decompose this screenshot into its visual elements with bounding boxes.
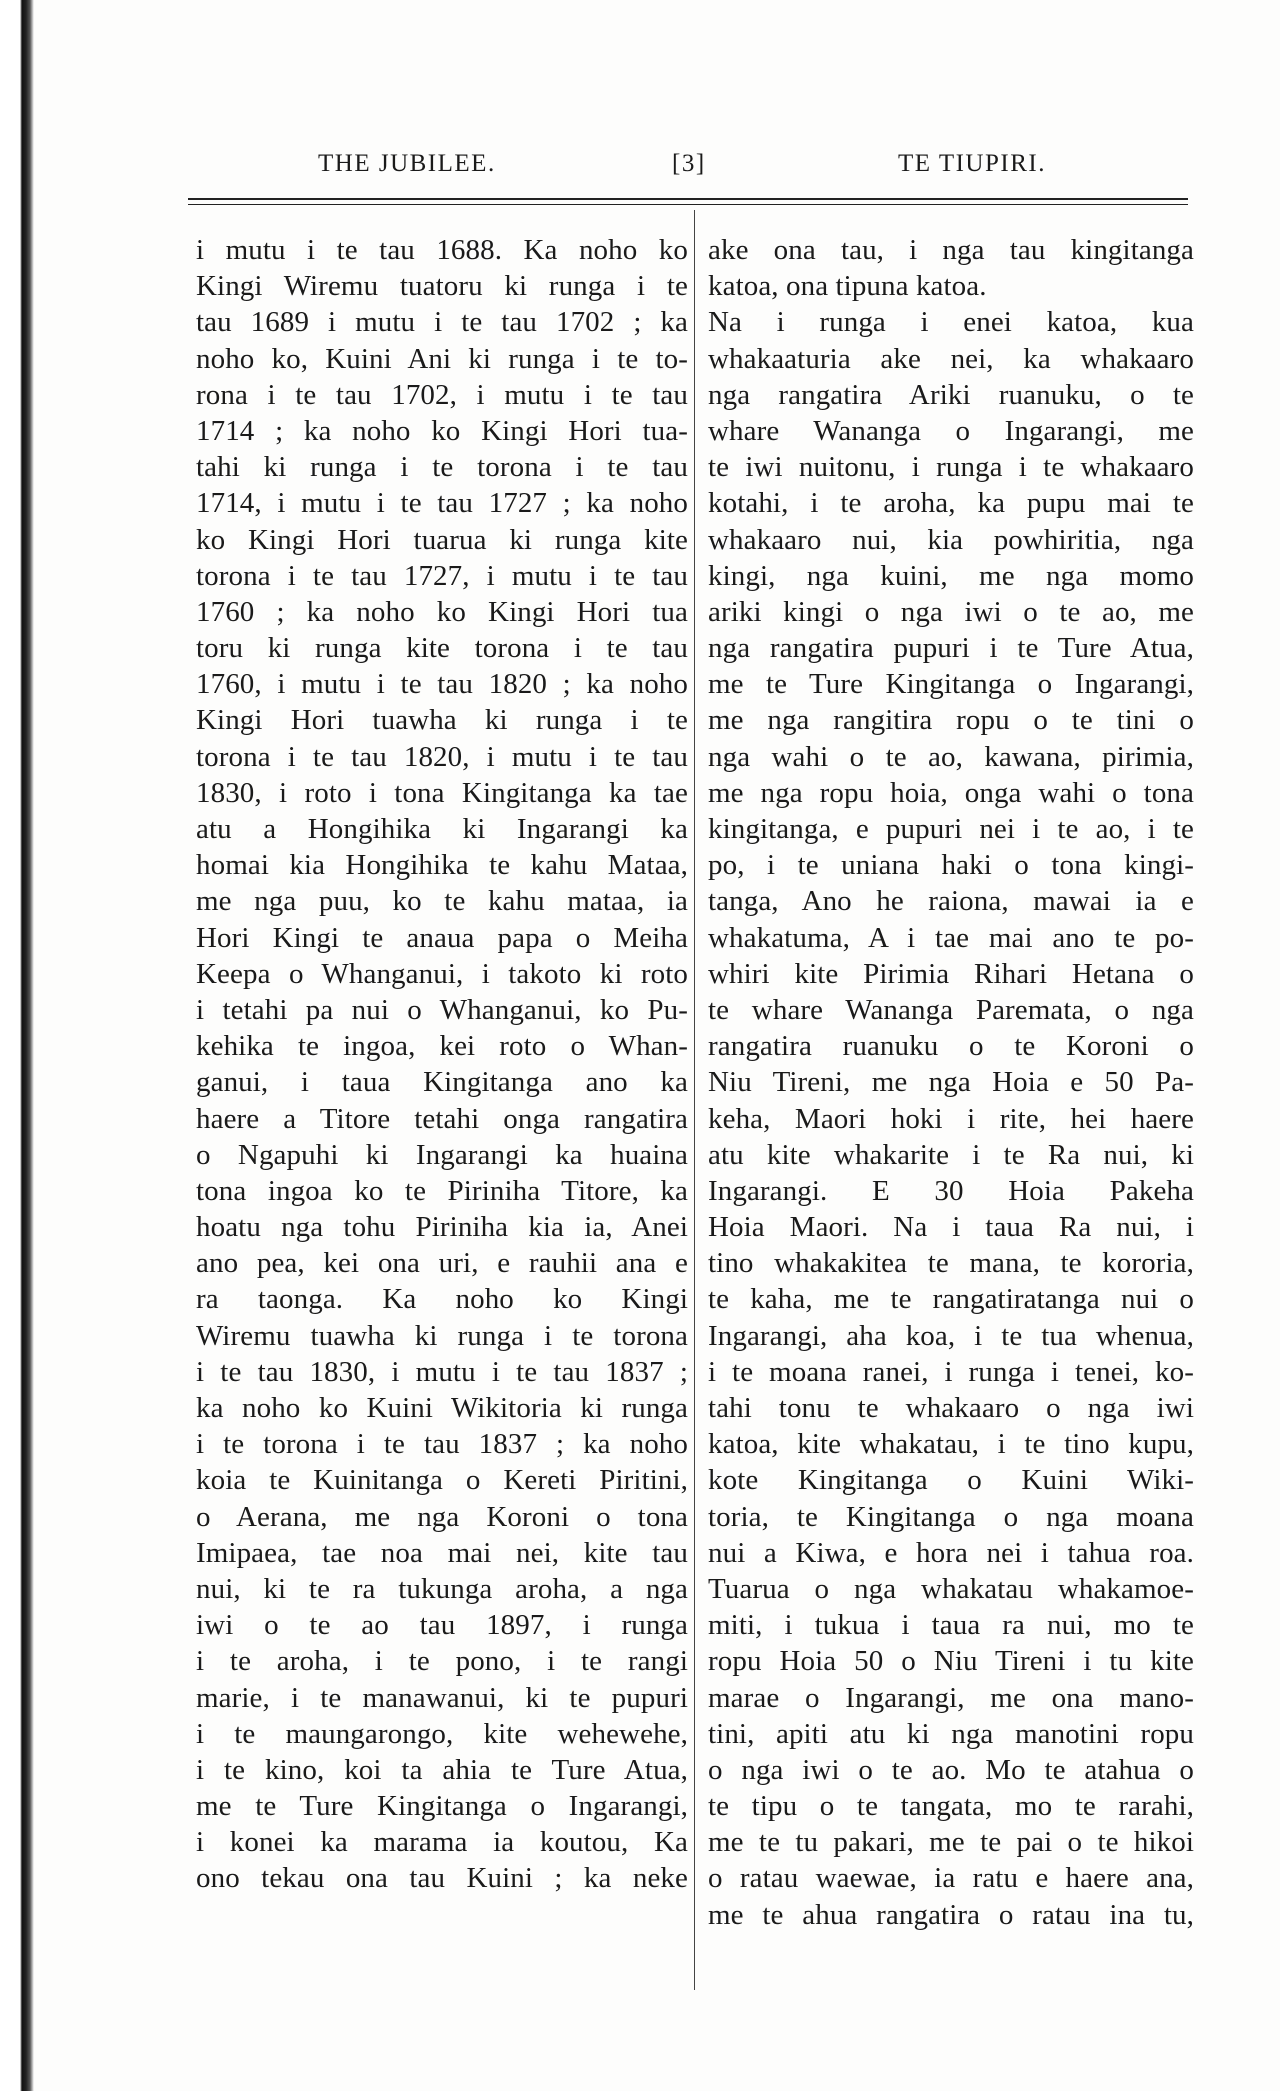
text-line: atu kite whakarite i te Ra nui, ki [708, 1138, 1194, 1171]
text-line: o ratau waewae, ia ratu e haere ana, [708, 1862, 1194, 1895]
text-line: Hori Kingi te anaua papa o Meiha [196, 921, 688, 954]
header-rule-thick [188, 198, 1188, 200]
text-line: toru ki runga kite torona i te tau [196, 632, 688, 665]
text-line: kingi, nga kuini, me nga momo [708, 559, 1194, 592]
header-title-maori: TE TIUPIRI. [898, 150, 1046, 177]
text-line: i te tau 1830, i mutu i te tau 1837 ; [196, 1355, 688, 1388]
text-line: ko Kingi Hori tuarua ki runga kite [196, 523, 688, 556]
text-line: me te ahua rangatira o ratau ina tu, [708, 1898, 1194, 1931]
text-line: miti, i tukua i taua ra nui, mo te [708, 1609, 1194, 1642]
text-line: ka noho ko Kuini Wikitoria ki runga [196, 1392, 688, 1424]
text-line: torona i te tau 1820, i mutu i te tau [196, 740, 688, 773]
text-line: whakaaro nui, kia powhiritia, nga [708, 523, 1194, 556]
text-line: homai kia Hongihika te kahu Mataa, [196, 849, 688, 882]
text-line: i te maungarongo, kite wehewehe, [196, 1717, 688, 1750]
text-line: iwi o te ao tau 1897, i runga [196, 1609, 688, 1642]
text-line: tau 1689 i mutu i te tau 1702 ; ka [196, 306, 688, 339]
text-line: Niu Tireni, me nga Hoia e 50 Pa- [708, 1066, 1194, 1099]
text-line: ono tekau ona tau Kuini ; ka neke [196, 1862, 688, 1895]
text-line: kingitanga, e pupuri nei i te ao, i te [708, 813, 1194, 845]
text-line: Tuarua o nga whakatau whakamoe- [708, 1572, 1194, 1605]
text-line: whakaaturia ake nei, ka whakaaro [708, 342, 1194, 375]
text-line: me nga ropu hoia, onga wahi o tona [708, 776, 1194, 809]
text-line: i konei ka marama ia koutou, Ka [196, 1826, 688, 1859]
text-line: te whare Wananga Paremata, o nga [708, 993, 1194, 1026]
text-line: rangatira ruanuku o te Koroni o [708, 1030, 1194, 1063]
text-line: marie, i te manawanui, ki te pupuri [196, 1681, 688, 1714]
text-line: Keepa o Whanganui, i takoto ki roto [196, 957, 688, 990]
text-line: rona i te tau 1702, i mutu i te tau [196, 378, 688, 411]
text-line: 1760, i mutu i te tau 1820 ; ka noho [196, 668, 688, 701]
text-line: hoatu nga tohu Piriniha kia ia, Anei [196, 1211, 688, 1244]
text-line: tahi ki runga i te torona i te tau [196, 451, 688, 484]
text-line: whare Wananga o Ingarangi, me [708, 414, 1194, 447]
text-line: toria, te Kingitanga o nga moana [708, 1500, 1194, 1533]
text-line: o nga iwi o te ao. Mo te atahua o [708, 1753, 1194, 1786]
text-line: ra taonga. Ka noho ko Kingi [196, 1283, 688, 1316]
text-line: o Ngapuhi ki Ingarangi ka huaina [196, 1138, 688, 1171]
text-line: koia te Kuinitanga o Kereti Piritini, [196, 1464, 688, 1497]
text-line: nga wahi o te ao, kawana, pirimia, [708, 740, 1194, 773]
text-line: kehika te ingoa, kei roto o Whan- [196, 1030, 688, 1063]
text-line: i te moana ranei, i runga i tenei, ko- [708, 1355, 1194, 1388]
text-line: atu a Hongihika ki Ingarangi ka [196, 813, 688, 845]
text-line: katoa, ona tipuna katoa. [708, 270, 987, 303]
text-line: kotahi, i te aroha, ka pupu mai te [708, 487, 1194, 520]
column-divider [694, 210, 695, 1990]
text-line: tona ingoa ko te Piriniha Titore, ka [196, 1174, 688, 1207]
text-line: o Aerana, me nga Koroni o tona [196, 1500, 688, 1533]
text-line: i te aroha, i te pono, i te rangi [196, 1645, 688, 1678]
text-line: 1830, i roto i tona Kingitanga ka tae [196, 776, 688, 809]
text-line: Kingi Hori tuawha ki runga i te [196, 704, 688, 737]
text-line: Imipaea, tae noa mai nei, kite tau [196, 1536, 688, 1569]
text-line: 1760 ; ka noho ko Kingi Hori tua [196, 595, 688, 628]
page-number: [3] [672, 150, 706, 177]
text-line: ariki kingi o nga iwi o te ao, me [708, 595, 1194, 628]
text-line: Na i runga i enei katoa, kua [708, 306, 1194, 339]
text-line: Ingarangi, aha koa, i te tua whenua, [708, 1319, 1194, 1352]
text-line: nga rangatira Ariki ruanuku, o te [708, 378, 1194, 411]
text-line: whakatuma, A i tae mai ano te po- [708, 921, 1194, 954]
text-line: me nga rangitira ropu o te tini o [708, 704, 1194, 737]
text-line: i te kino, koi ta ahia te Ture Atua, [196, 1753, 688, 1786]
text-line: tino whakakitea te mana, te kororia, [708, 1247, 1194, 1280]
header-title-english: THE JUBILEE. [318, 150, 496, 177]
text-line: te kaha, me te rangatiratanga nui o [708, 1283, 1194, 1316]
text-line: kote Kingitanga o Kuini Wiki- [708, 1464, 1194, 1497]
text-line: katoa, kite whakatau, i te tino kupu, [708, 1428, 1194, 1461]
text-line: tini, apiti atu ki nga manotini ropu [708, 1717, 1194, 1750]
text-line: nga rangatira pupuri i te Ture Atua, [708, 632, 1194, 665]
text-line: me nga puu, ko te kahu mataa, ia [196, 885, 688, 918]
left-column [196, 232, 688, 1897]
text-line: 1714, i mutu i te tau 1727 ; ka noho [196, 487, 688, 520]
text-line: whiri kite Pirimia Rihari Hetana o [708, 957, 1194, 990]
text-line: me te Ture Kingitanga o Ingarangi, [196, 1790, 688, 1823]
text-line: me te tu pakari, me te pai o te hikoi [708, 1826, 1194, 1859]
text-line: keha, Maori hoki i rite, hei haere [708, 1102, 1194, 1135]
text-line: torona i te tau 1727, i mutu i te tau [196, 559, 688, 592]
text-line: Ingarangi. E 30 Hoia Pakeha [708, 1174, 1194, 1207]
text-line: marae o Ingarangi, me ona mano- [708, 1681, 1194, 1714]
text-line: te tipu o te tangata, mo te rarahi, [708, 1790, 1194, 1823]
text-line: po, i te uniana haki o tona kingi- [708, 849, 1194, 882]
text-line: Kingi Wiremu tuatoru ki runga i te [196, 270, 688, 303]
text-line: ganui, i taua Kingitanga ano ka [196, 1066, 688, 1099]
text-line: tahi tonu te whakaaro o nga iwi [708, 1392, 1194, 1424]
text-line: te iwi nuitonu, i runga i te whakaaro [708, 451, 1194, 484]
text-line: Hoia Maori. Na i taua Ra nui, i [708, 1211, 1194, 1244]
text-line: 1714 ; ka noho ko Kingi Hori tua- [196, 414, 688, 447]
text-line: i tetahi pa nui o Whanganui, ko Pu- [196, 993, 688, 1026]
text-line: haere a Titore tetahi onga rangatira [196, 1102, 688, 1135]
header-rule-thin [188, 204, 1188, 205]
text-line: ropu Hoia 50 o Niu Tireni i tu kite [708, 1645, 1194, 1678]
text-line: noho ko, Kuini Ani ki runga i te to- [196, 342, 688, 375]
binding-edge [0, 0, 34, 2091]
right-column [708, 232, 1194, 1933]
text-line: tanga, Ano he raiona, mawai ia e [708, 885, 1194, 918]
text-line: Wiremu tuawha ki runga i te torona [196, 1319, 688, 1352]
text-line: i te torona i te tau 1837 ; ka noho [196, 1428, 688, 1461]
text-line: ano pea, kei ona uri, e rauhii ana e [196, 1247, 688, 1280]
text-line: me te Ture Kingitanga o Ingarangi, [708, 668, 1194, 701]
text-line: nui a Kiwa, e hora nei i tahua roa. [708, 1536, 1194, 1569]
running-header [0, 150, 1280, 180]
text-line: i mutu i te tau 1688. Ka noho ko [196, 234, 688, 266]
text-line: nui, ki te ra tukunga aroha, a nga [196, 1572, 688, 1605]
text-line: ake ona tau, i nga tau kingitanga [708, 234, 1194, 266]
